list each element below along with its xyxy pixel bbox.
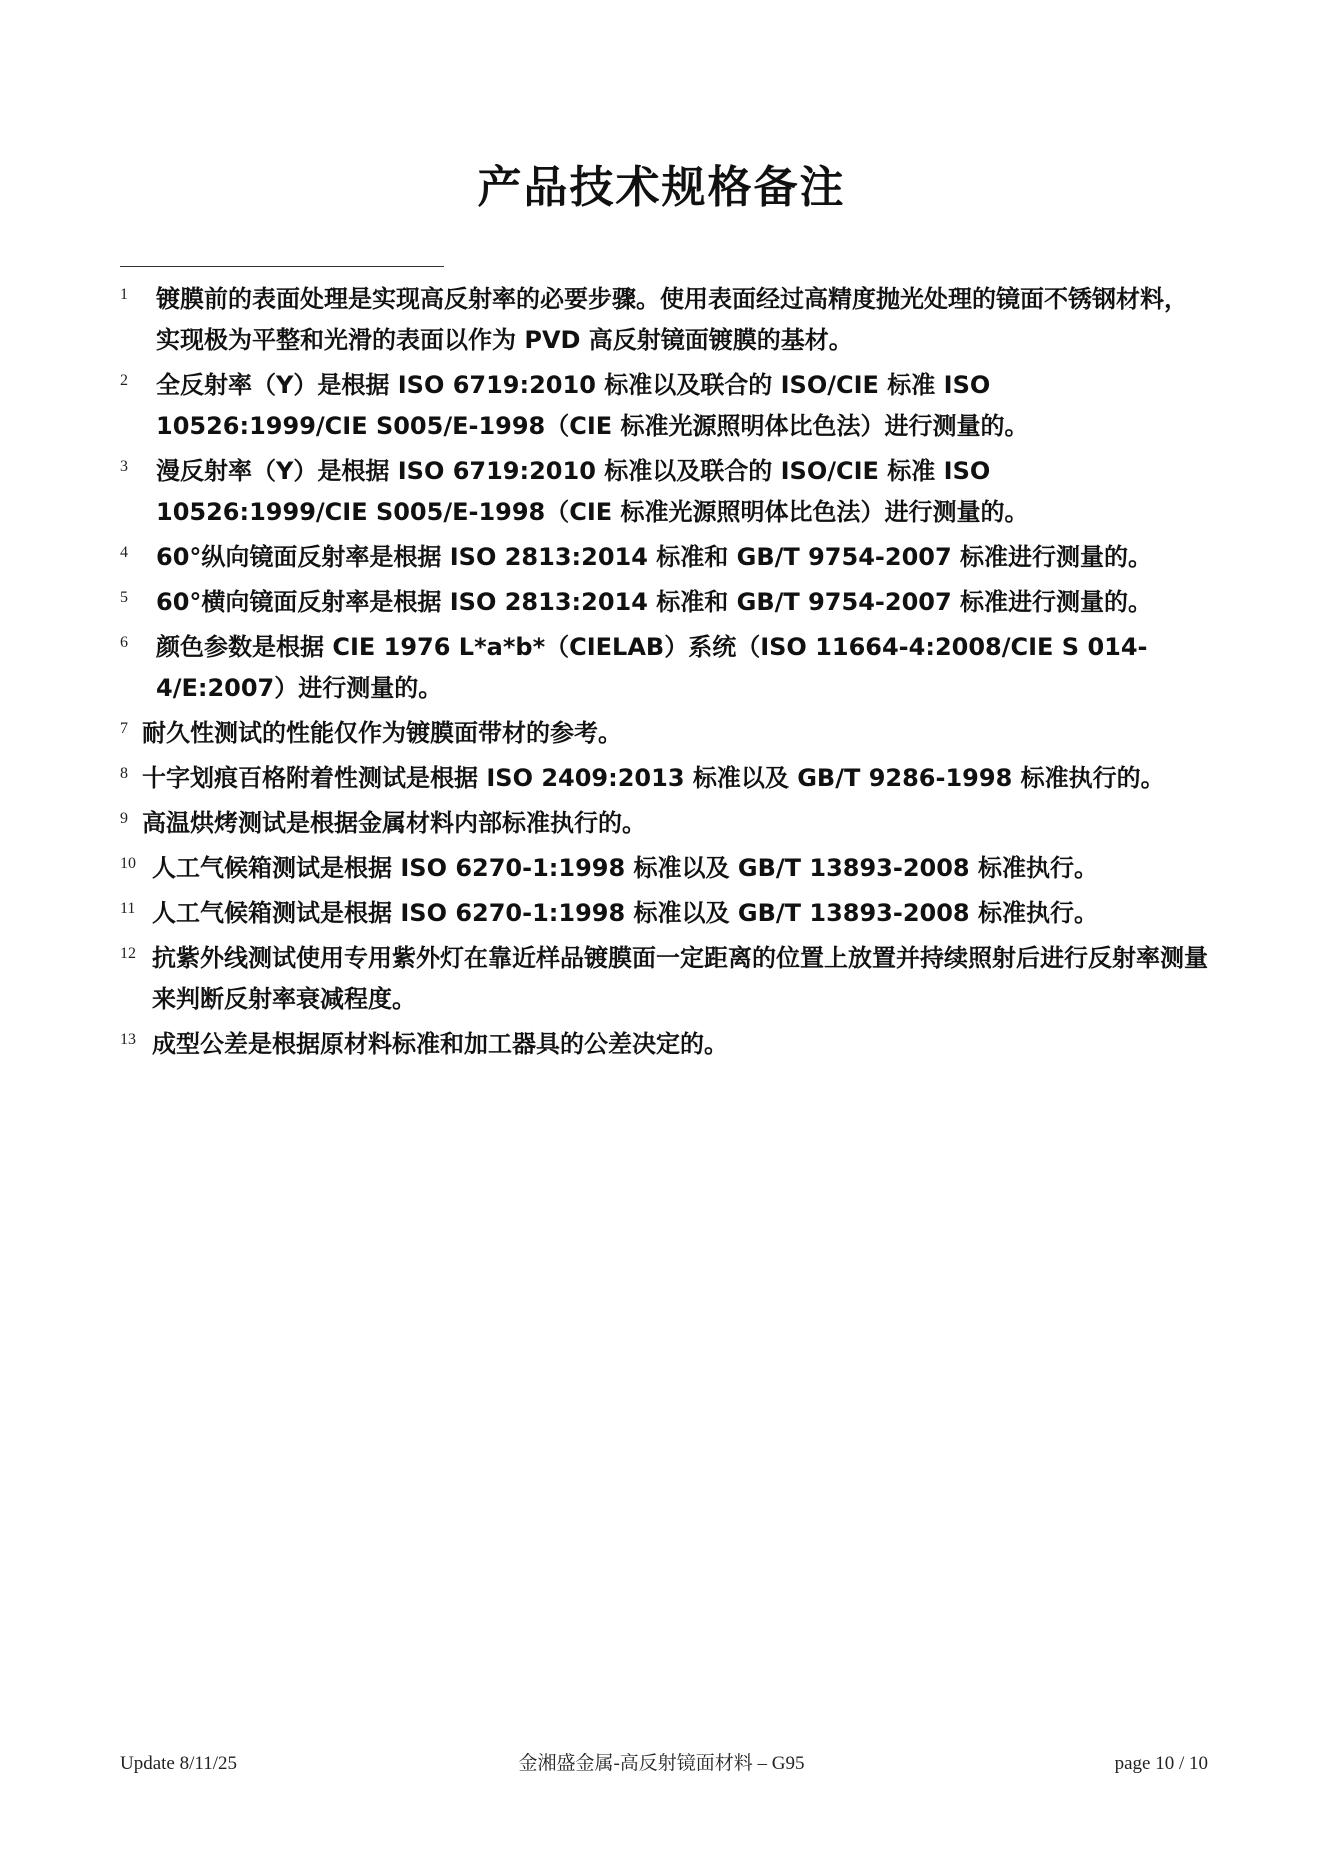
- footnotes-list: [120, 279, 1210, 1069]
- footnote-text: 耐久性测试的性能仅作为镀膜面带材的参考。: [142, 719, 622, 747]
- footnote-text: 成型公差是根据原材料标准和加工器具的公差决定的。: [152, 1030, 728, 1058]
- footnote-item: [120, 758, 1210, 799]
- footnote-number: 11: [120, 900, 136, 917]
- footer-page-number: page 10 / 10: [1114, 1753, 1208, 1774]
- footnote-text: 十字划痕百格附着性测试是根据 ISO 2409:2013 标准以及 GB/T 9286-1998 标准执行的。: [142, 764, 1165, 792]
- page-title: 产品技术规格备注: [477, 162, 846, 213]
- footnote-item: [120, 803, 1210, 844]
- footnote-number: 1: [120, 286, 128, 303]
- footnote-separator: [120, 266, 444, 267]
- footnote-text: 60°纵向镜面反射率是根据 ISO 2813:2014 标准和 GB/T 9754-2007 标准进行测量的。: [156, 543, 1153, 571]
- footnote-text: 人工气候箱测试是根据 ISO 6270-1:1998 标准以及 GB/T 13893-2008 标准执行。: [152, 899, 1098, 927]
- footnote-item: [120, 365, 1210, 447]
- footnote-text: 镀膜前的表面处理是实现高反射率的必要步骤。使用表面经过高精度抛光处理的镜面不锈钢材料，实现极为平整和光滑的表面以作为 PVD 高反射镜面镀膜的基材。: [156, 285, 1188, 354]
- footer-document-name: 金湘盛金属-高反射镜面材料 – G95: [518, 1753, 805, 1774]
- footnote-text: 颜色参数是根据 CIE 1976 L*a*b*（CIELAB）系统（ISO 11664-4:2008/CIE S 014-4/E:2007）进行测量的。: [156, 633, 1148, 702]
- footnote-item: [120, 279, 1210, 361]
- footnote-number: 8: [120, 765, 128, 782]
- footnote-item: [120, 938, 1210, 1020]
- footnote-item: [120, 1024, 1210, 1065]
- footnote-item: [120, 451, 1210, 533]
- footnote-item: [120, 627, 1210, 709]
- footnote-text: 人工气候箱测试是根据 ISO 6270-1:1998 标准以及 GB/T 13893-2008 标准执行。: [152, 854, 1098, 882]
- footnote-number: 4: [120, 544, 128, 561]
- footnote-item: [120, 713, 1210, 754]
- footnote-text: 漫反射率（Y）是根据 ISO 6719:2010 标准以及联合的 ISO/CIE 标准 ISO 10526:1999/CIE S005/E-1998（CIE 标准光源照明体比色法）进行测量的。: [156, 457, 1029, 526]
- footnote-item: [120, 537, 1210, 578]
- footnote-item: [120, 893, 1210, 934]
- footnote-item: [120, 848, 1210, 889]
- footnote-number: 7: [120, 720, 128, 737]
- footnote-number: 13: [120, 1031, 136, 1048]
- footnote-text: 60°横向镜面反射率是根据 ISO 2813:2014 标准和 GB/T 9754-2007 标准进行测量的。: [156, 588, 1153, 616]
- footnote-text: 高温烘烤测试是根据金属材料内部标准执行的。: [142, 809, 646, 837]
- footnote-number: 12: [120, 945, 136, 962]
- footer-update-date: Update 8/11/25: [120, 1753, 237, 1774]
- footnote-number: 9: [120, 810, 128, 827]
- footnote-number: 3: [120, 458, 128, 475]
- footnote-number: 10: [120, 855, 136, 872]
- footnote-number: 2: [120, 372, 128, 389]
- footnote-item: [120, 582, 1210, 623]
- footnote-text: 全反射率（Y）是根据 ISO 6719:2010 标准以及联合的 ISO/CIE 标准 ISO 10526:1999/CIE S005/E-1998（CIE 标准光源照明体比色法）进行测量的。: [156, 371, 1029, 440]
- footnote-number: 5: [120, 589, 128, 606]
- footnote-text: 抗紫外线测试使用专用紫外灯在靠近样品镀膜面一定距离的位置上放置并持续照射后进行反射率测量来判断反射率衰减程度。: [152, 944, 1208, 1013]
- footnote-number: 6: [120, 634, 128, 651]
